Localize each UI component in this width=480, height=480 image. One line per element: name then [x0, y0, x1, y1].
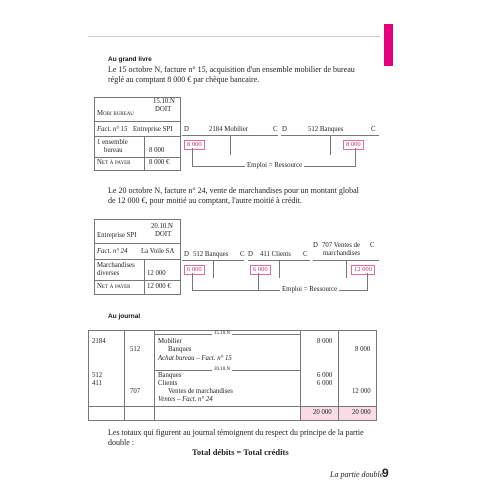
footer-title: La partie double — [330, 470, 384, 479]
journal-row-1-label: Mobilier — [158, 338, 182, 345]
invoice-2-net: 12 000 € — [147, 283, 171, 290]
invoice-1-amount: 8 000 — [149, 147, 165, 154]
journal-row-2-credit: 8 000 — [355, 346, 371, 353]
invoice-1-item-2: bureau — [104, 147, 123, 154]
paragraph-3-line-2: double : — [108, 438, 134, 447]
invoice-2-header: Entreprise SPI — [97, 232, 137, 239]
journal-row-2-label: Banques — [168, 346, 192, 353]
invoice-1-item-1: 1 ensemble — [97, 139, 128, 146]
journal-row-4-debit-account: 512 — [92, 372, 103, 379]
paragraph-2-line-1: Le 20 octobre N, facture n° 24, vente de marchandises pour un montant global — [108, 186, 359, 195]
paragraph-2 — [108, 186, 398, 206]
invoice-1-doit: DOIT — [155, 106, 172, 113]
ledger-2-c3: C — [370, 242, 375, 249]
journal-row-2-credit-account: 512 — [130, 346, 141, 353]
paragraph-1-line-1: Le 15 octobre N, facture n° 15, acquisition d'un ensemble mobilier de bureau — [108, 65, 355, 74]
ledger-2-c1: C — [240, 251, 245, 258]
invoice-2-amount: 12 000 — [147, 270, 166, 277]
invoice-2-client: La Voile SA — [141, 248, 175, 255]
journal-row-4-debit: 6 000 — [317, 372, 333, 379]
section-title-journal: Au journal — [108, 313, 141, 320]
ledger-2-account-3b: marchandises — [323, 250, 360, 257]
chapter-tab — [384, 24, 393, 66]
invoice-2-date: 20.10.N — [151, 223, 173, 230]
journal-row-4-label: Banques — [158, 372, 182, 379]
paragraph-3 — [108, 428, 398, 448]
ledger-1-account-2: 512 Banques — [308, 126, 344, 133]
invoice-1-net-label: Net à payer — [97, 159, 131, 166]
ledger-1-c1: C — [273, 126, 278, 133]
invoice-2-fact: Fact. n° 24 — [97, 248, 128, 255]
ledger-2-d1: D — [184, 251, 189, 258]
journal-total-credit: 20 000 — [352, 409, 371, 416]
ledger-2-ventes-credit: 12 000 — [351, 265, 375, 275]
invoice-2-doit: DOIT — [155, 231, 172, 238]
top-rule — [88, 36, 380, 37]
paragraph-2-line-2: de 12 000 €, pour moitié au comptant, l'autre moitié à crédit. — [108, 196, 302, 205]
journal-row-6-credit-account: 707 — [130, 388, 141, 395]
invoice-2-item-2: diverses — [97, 270, 120, 277]
page-number: 9 — [382, 466, 389, 480]
journal-date-1: 15.10.N — [214, 331, 231, 336]
invoice-1-fact: Fact. n° 15 — [97, 126, 128, 133]
paragraph-1 — [108, 65, 398, 85]
journal-row-6-label: Ventes de marchandises — [168, 388, 233, 395]
invoice-1-net: 8 000 € — [149, 159, 170, 166]
invoice-2-net-label: Net à payer — [97, 283, 131, 290]
ledger-1-d2: D — [282, 126, 287, 133]
journal-total-debit: 20 000 — [313, 409, 332, 416]
ledger-1-arrow-label: Emploi = Ressource — [247, 162, 303, 169]
invoice-1-client: Entreprise SPI — [133, 126, 173, 133]
journal-row-1-debit-account: 2184 — [92, 338, 106, 345]
ledger-2-clients-debit: 6 000 — [250, 265, 271, 275]
journal-row-3-label: Achat bureau – Fact. n° 15 — [158, 355, 232, 362]
ledger-1-debit: 8 000 — [184, 140, 205, 150]
invoice-1-header: Mobi bureau — [97, 110, 134, 117]
journal-row-6-credit: 12 000 — [352, 388, 371, 395]
journal-row-5-debit-account: 411 — [92, 380, 102, 387]
paragraph-3-line-1: Les totaux qui figurent au journal témoignent du respect du principe de la partie — [108, 428, 364, 437]
invoice-2-item-1: Marchandises — [97, 262, 135, 269]
journal-date-2: 20.10.N — [214, 367, 231, 372]
journal-row-7-label: Ventes – Fact. n° 24 — [158, 396, 213, 403]
journal-row-1-debit: 8 000 — [317, 338, 333, 345]
ledger-2-account-1: 512 Banques — [193, 251, 229, 258]
ledger-2-account-3a: 707 Ventes de — [322, 242, 361, 249]
balance-formula: Total débits = Total crédits — [192, 447, 289, 457]
section-title-ledger: Au grand livre — [108, 56, 152, 63]
paragraph-1-line-2: réglé au comptant 8 000 € par chèque bancaire. — [108, 75, 260, 84]
invoice-1-date: 15.10.N — [153, 98, 175, 105]
ledger-1-credit: 8 000 — [343, 140, 364, 150]
ledger-1-c2: C — [371, 126, 376, 133]
ledger-2-arrow-label: Emploi = Ressource — [282, 286, 338, 293]
journal-row-5-debit: 6 000 — [317, 380, 333, 387]
journal-row-5-label: Clients — [158, 380, 178, 387]
ledger-2-d2: D — [248, 251, 253, 258]
ledger-1-d1: D — [184, 126, 189, 133]
ledger-2-account-2: 411 Clients — [260, 251, 291, 258]
ledger-2-banques-debit: 6 000 — [184, 265, 205, 275]
ledger-2-c2: C — [303, 251, 308, 258]
ledger-2-d3: D — [313, 242, 318, 249]
ledger-1-account-1: 2184 Mobilier — [209, 126, 249, 133]
